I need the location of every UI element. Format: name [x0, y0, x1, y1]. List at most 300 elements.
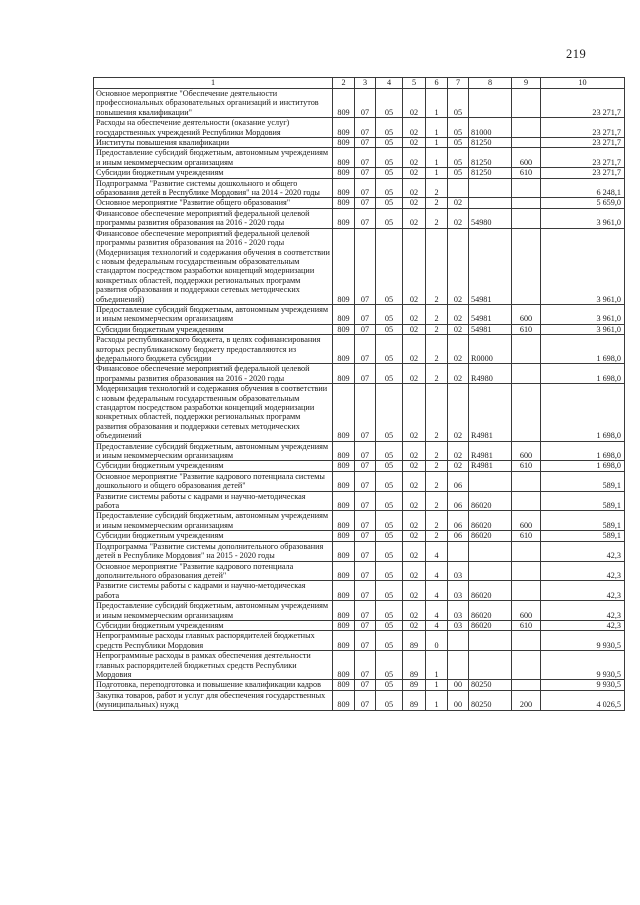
row-amount: 9 930,5: [541, 631, 625, 651]
code-expense-type: [512, 631, 541, 651]
code-expense-type: [512, 335, 541, 364]
code-subsection: 05: [376, 178, 403, 198]
code-section: 07: [355, 631, 376, 651]
code-ministry: 809: [333, 601, 355, 621]
code-expense-type: 200: [512, 690, 541, 710]
code-event: [448, 178, 469, 198]
code-direction: [469, 561, 512, 581]
code-program: 02: [403, 581, 426, 601]
code-program: 89: [403, 690, 426, 710]
row-name: Институты повышения квалификации: [94, 138, 333, 148]
table-row: [94, 601, 625, 621]
code-event: 05: [448, 148, 469, 168]
row-name: Предоставление субсидий бюджетным, автономным учреждениям и иным некоммерческим организациям: [94, 511, 333, 531]
row-name: Развитие системы работы с кадрами и научно-методическая работа: [94, 491, 333, 511]
code-expense-type: [512, 118, 541, 138]
code-direction: 86020: [469, 531, 512, 541]
code-direction: 80250: [469, 680, 512, 690]
code-section: 07: [355, 620, 376, 630]
code-program: 02: [403, 471, 426, 491]
row-amount: 1 698,0: [541, 364, 625, 384]
table-header-row: [94, 78, 625, 89]
code-direction: 54981: [469, 228, 512, 304]
code-subsection: 05: [376, 620, 403, 630]
column-header-2: 2: [333, 78, 355, 89]
table-row: [94, 384, 625, 441]
code-subprogram: 4: [426, 620, 448, 630]
code-program: 02: [403, 118, 426, 138]
code-direction: [469, 178, 512, 198]
row-amount: 5 659,0: [541, 198, 625, 208]
table-row: [94, 561, 625, 581]
code-event: 02: [448, 304, 469, 324]
code-subsection: 05: [376, 441, 403, 461]
code-subprogram: 2: [426, 228, 448, 304]
code-section: 07: [355, 198, 376, 208]
code-event: 03: [448, 620, 469, 630]
code-direction: 54980: [469, 208, 512, 228]
code-expense-type: [512, 198, 541, 208]
code-expense-type: 600: [512, 148, 541, 168]
code-program: 02: [403, 324, 426, 334]
code-ministry: 809: [333, 208, 355, 228]
code-section: 07: [355, 461, 376, 471]
code-event: 05: [448, 138, 469, 148]
code-expense-type: 610: [512, 461, 541, 471]
code-section: 07: [355, 324, 376, 334]
code-event: 02: [448, 384, 469, 441]
code-section: 07: [355, 138, 376, 148]
table-row: [94, 651, 625, 680]
code-program: 02: [403, 198, 426, 208]
row-name: Непрограммные расходы в рамках обеспечения деятельности главных распорядителей бюджетных средств Республики Мордовия: [94, 651, 333, 680]
code-ministry: 809: [333, 651, 355, 680]
code-event: 03: [448, 561, 469, 581]
code-program: 02: [403, 531, 426, 541]
code-subprogram: 4: [426, 581, 448, 601]
code-ministry: 809: [333, 178, 355, 198]
code-program: 02: [403, 561, 426, 581]
code-event: 02: [448, 228, 469, 304]
code-event: 00: [448, 680, 469, 690]
code-expense-type: [512, 651, 541, 680]
table-row: [94, 631, 625, 651]
code-event: 02: [448, 198, 469, 208]
table-row: [94, 208, 625, 228]
code-section: 07: [355, 441, 376, 461]
table-row: [94, 118, 625, 138]
row-name: Модернизация технологий и содержания обучения в соответствии с новым федеральным государственным образовательным стандартом посредством разработки концепций модернизации конкретных областей, поддержки региональных программ развития образования и поддержки сетевых методических объединений: [94, 384, 333, 441]
code-section: 07: [355, 471, 376, 491]
code-ministry: 809: [333, 138, 355, 148]
code-section: 07: [355, 89, 376, 118]
code-direction: 80250: [469, 690, 512, 710]
code-subprogram: 1: [426, 89, 448, 118]
row-amount: 23 271,7: [541, 148, 625, 168]
code-section: 07: [355, 680, 376, 690]
code-subsection: 05: [376, 601, 403, 621]
code-subsection: 05: [376, 511, 403, 531]
row-amount: 23 271,7: [541, 138, 625, 148]
row-name: Основное мероприятие "Развитие общего образования": [94, 198, 333, 208]
code-subsection: 05: [376, 198, 403, 208]
table-row: [94, 198, 625, 208]
row-name: Подготовка, переподготовка и повышение квалификации кадров: [94, 680, 333, 690]
row-amount: 3 961,0: [541, 228, 625, 304]
row-name: Закупка товаров, работ и услуг для обеспечения государственных (муниципальных) нужд: [94, 690, 333, 710]
code-section: 07: [355, 148, 376, 168]
code-program: 89: [403, 631, 426, 651]
table-row: [94, 620, 625, 630]
code-expense-type: 610: [512, 168, 541, 178]
row-name: Предоставление субсидий бюджетным, автономным учреждениям и иным некоммерческим организациям: [94, 601, 333, 621]
code-program: 02: [403, 304, 426, 324]
code-expense-type: [512, 541, 541, 561]
code-direction: R4981: [469, 384, 512, 441]
row-amount: 1 698,0: [541, 461, 625, 471]
column-header-8: 8: [469, 78, 512, 89]
code-direction: R4981: [469, 441, 512, 461]
code-direction: [469, 631, 512, 651]
code-program: 02: [403, 511, 426, 531]
code-subsection: 05: [376, 561, 403, 581]
code-subprogram: 2: [426, 208, 448, 228]
code-program: 02: [403, 441, 426, 461]
row-amount: 6 248,1: [541, 178, 625, 198]
code-section: 07: [355, 335, 376, 364]
row-amount: 42,3: [541, 620, 625, 630]
code-direction: R0000: [469, 335, 512, 364]
code-ministry: 809: [333, 631, 355, 651]
column-header-10: 10: [541, 78, 625, 89]
code-ministry: 809: [333, 198, 355, 208]
table-row: [94, 680, 625, 690]
code-subprogram: 2: [426, 304, 448, 324]
code-section: 07: [355, 541, 376, 561]
code-direction: 86020: [469, 511, 512, 531]
row-amount: 589,1: [541, 471, 625, 491]
code-ministry: 809: [333, 168, 355, 178]
code-ministry: 809: [333, 561, 355, 581]
code-subsection: 05: [376, 384, 403, 441]
table-row: [94, 324, 625, 334]
code-program: 02: [403, 461, 426, 471]
row-name: Субсидии бюджетным учреждениям: [94, 168, 333, 178]
row-amount: 23 271,7: [541, 89, 625, 118]
row-name: Субсидии бюджетным учреждениям: [94, 620, 333, 630]
row-amount: 589,1: [541, 531, 625, 541]
code-expense-type: [512, 384, 541, 441]
page-number: 219: [566, 47, 587, 61]
row-name: Основное мероприятие "Развитие кадрового потенциала системы дошкольного и общего образования детей": [94, 471, 333, 491]
code-expense-type: 600: [512, 304, 541, 324]
table-row: [94, 148, 625, 168]
code-expense-type: [512, 178, 541, 198]
row-name: Подпрограмма "Развитие системы дошкольного и общего образования детей в Республике Мордовия" на 2014 - 2020 годы: [94, 178, 333, 198]
table-row: [94, 364, 625, 384]
code-subprogram: 1: [426, 118, 448, 138]
code-direction: 86020: [469, 491, 512, 511]
code-ministry: 809: [333, 680, 355, 690]
code-program: 02: [403, 208, 426, 228]
code-expense-type: [512, 581, 541, 601]
code-event: 02: [448, 441, 469, 461]
row-name: Непрограммные расходы главных распорядителей бюджетных средств Республики Мордовия: [94, 631, 333, 651]
code-ministry: 809: [333, 118, 355, 138]
code-section: 07: [355, 384, 376, 441]
code-expense-type: 600: [512, 441, 541, 461]
code-subsection: 05: [376, 461, 403, 471]
table-row: [94, 304, 625, 324]
code-event: 05: [448, 89, 469, 118]
code-ministry: 809: [333, 690, 355, 710]
code-direction: 81250: [469, 148, 512, 168]
table-row: [94, 541, 625, 561]
row-name: Субсидии бюджетным учреждениям: [94, 461, 333, 471]
code-section: 07: [355, 690, 376, 710]
code-ministry: 809: [333, 461, 355, 471]
code-expense-type: 610: [512, 620, 541, 630]
row-amount: 9 930,5: [541, 680, 625, 690]
code-event: 06: [448, 471, 469, 491]
code-subsection: 05: [376, 364, 403, 384]
code-direction: 81250: [469, 138, 512, 148]
column-header-9: 9: [512, 78, 541, 89]
row-amount: 3 961,0: [541, 304, 625, 324]
code-program: 02: [403, 168, 426, 178]
row-amount: 589,1: [541, 511, 625, 531]
code-program: 02: [403, 364, 426, 384]
code-section: 07: [355, 208, 376, 228]
code-ministry: 809: [333, 441, 355, 461]
code-subsection: 05: [376, 335, 403, 364]
code-ministry: 809: [333, 228, 355, 304]
row-amount: 589,1: [541, 491, 625, 511]
code-event: 02: [448, 208, 469, 228]
code-subprogram: 2: [426, 471, 448, 491]
table-row: [94, 168, 625, 178]
row-amount: 3 961,0: [541, 324, 625, 334]
row-name: Финансовое обеспечение мероприятий федеральной целевой программы развития образования на 2016 - 2020 годы (Модернизация технологий и содержания обучения в соответствии с новым федеральным государственным образовательным стандартом посредством разработки концепций модернизации конкретных областей, поддержки региональных программ развития образования и поддержки сетевых методических объединений): [94, 228, 333, 304]
row-amount: 4 026,5: [541, 690, 625, 710]
code-direction: R4980: [469, 364, 512, 384]
code-program: 02: [403, 601, 426, 621]
code-event: [448, 651, 469, 680]
code-section: 07: [355, 491, 376, 511]
row-name: Расходы на обеспечение деятельности (оказание услуг) государственных учреждений Республики Мордовия: [94, 118, 333, 138]
code-direction: R4981: [469, 461, 512, 471]
table-row: [94, 138, 625, 148]
code-expense-type: 610: [512, 324, 541, 334]
code-subprogram: 1: [426, 168, 448, 178]
column-header-6: 6: [426, 78, 448, 89]
code-expense-type: 600: [512, 601, 541, 621]
code-subsection: 05: [376, 491, 403, 511]
code-subsection: 05: [376, 89, 403, 118]
code-subprogram: 0: [426, 631, 448, 651]
code-ministry: 809: [333, 581, 355, 601]
code-section: 07: [355, 178, 376, 198]
code-ministry: 809: [333, 335, 355, 364]
table-body: [94, 89, 625, 711]
column-header-4: 4: [376, 78, 403, 89]
code-section: 07: [355, 511, 376, 531]
code-subsection: 05: [376, 228, 403, 304]
table-row: [94, 441, 625, 461]
code-event: 02: [448, 461, 469, 471]
code-subprogram: 1: [426, 148, 448, 168]
row-name: Финансовое обеспечение мероприятий федеральной целевой программы развития образования на 2016 - 2020 годы: [94, 364, 333, 384]
code-subprogram: 2: [426, 511, 448, 531]
code-section: 07: [355, 168, 376, 178]
code-ministry: 809: [333, 148, 355, 168]
code-direction: [469, 471, 512, 491]
row-amount: 1 698,0: [541, 335, 625, 364]
code-expense-type: [512, 561, 541, 581]
row-amount: 23 271,7: [541, 168, 625, 178]
code-event: 05: [448, 168, 469, 178]
code-direction: [469, 651, 512, 680]
code-direction: 81000: [469, 118, 512, 138]
code-event: 06: [448, 511, 469, 531]
code-program: 02: [403, 148, 426, 168]
code-ministry: 809: [333, 541, 355, 561]
code-event: 03: [448, 601, 469, 621]
row-amount: 3 961,0: [541, 208, 625, 228]
code-subsection: 05: [376, 690, 403, 710]
code-subprogram: 2: [426, 461, 448, 471]
table-row: [94, 531, 625, 541]
code-event: 06: [448, 531, 469, 541]
code-subprogram: 2: [426, 178, 448, 198]
code-program: 89: [403, 651, 426, 680]
code-event: 02: [448, 364, 469, 384]
code-direction: 86020: [469, 620, 512, 630]
code-subprogram: 2: [426, 364, 448, 384]
code-direction: [469, 541, 512, 561]
code-program: 02: [403, 491, 426, 511]
table-row: [94, 511, 625, 531]
table-row: [94, 228, 625, 304]
code-subsection: 05: [376, 138, 403, 148]
code-ministry: 809: [333, 384, 355, 441]
code-expense-type: [512, 228, 541, 304]
code-subsection: 05: [376, 631, 403, 651]
code-subsection: 05: [376, 148, 403, 168]
code-expense-type: [512, 208, 541, 228]
code-event: 06: [448, 491, 469, 511]
code-event: [448, 631, 469, 651]
code-direction: 86020: [469, 601, 512, 621]
code-expense-type: 600: [512, 511, 541, 531]
code-event: [448, 541, 469, 561]
code-direction: [469, 89, 512, 118]
row-name: Основное мероприятие "Обеспечение деятельности профессиональных образовательных организаций и институтов повышения квалификации": [94, 89, 333, 118]
column-header-5: 5: [403, 78, 426, 89]
column-header-7: 7: [448, 78, 469, 89]
code-subprogram: 2: [426, 198, 448, 208]
code-expense-type: [512, 471, 541, 491]
row-name: Подпрограмма "Развитие системы дополнительного образования детей в Республике Мордовия" на 2015 - 2020 годы: [94, 541, 333, 561]
code-subprogram: 2: [426, 384, 448, 441]
code-subsection: 05: [376, 324, 403, 334]
code-section: 07: [355, 601, 376, 621]
code-subprogram: 4: [426, 561, 448, 581]
table-row: [94, 491, 625, 511]
code-subsection: 05: [376, 168, 403, 178]
code-program: 02: [403, 384, 426, 441]
code-program: 02: [403, 178, 426, 198]
code-subprogram: 1: [426, 138, 448, 148]
code-section: 07: [355, 304, 376, 324]
code-subsection: 05: [376, 541, 403, 561]
code-direction: 81250: [469, 168, 512, 178]
code-section: 07: [355, 581, 376, 601]
code-ministry: 809: [333, 511, 355, 531]
row-amount: 42,3: [541, 581, 625, 601]
column-header-1: 1: [94, 78, 333, 89]
row-name: Субсидии бюджетным учреждениям: [94, 531, 333, 541]
row-amount: 42,3: [541, 601, 625, 621]
code-expense-type: [512, 491, 541, 511]
code-program: 02: [403, 335, 426, 364]
code-subsection: 05: [376, 680, 403, 690]
row-name: Расходы республиканского бюджета, в целях софинансирования которых республиканскому бюджету предоставляются из федерального бюджета субсидии: [94, 335, 333, 364]
row-amount: 42,3: [541, 561, 625, 581]
code-subprogram: 2: [426, 531, 448, 541]
code-subprogram: 4: [426, 601, 448, 621]
code-expense-type: [512, 680, 541, 690]
code-subprogram: 1: [426, 651, 448, 680]
code-section: 07: [355, 118, 376, 138]
code-direction: 54981: [469, 324, 512, 334]
code-event: 05: [448, 118, 469, 138]
code-subsection: 05: [376, 531, 403, 541]
row-name: Предоставление субсидий бюджетным, автономным учреждениям и иным некоммерческим организациям: [94, 148, 333, 168]
code-subprogram: 2: [426, 441, 448, 461]
code-event: 02: [448, 324, 469, 334]
table-row: [94, 178, 625, 198]
table-row: [94, 471, 625, 491]
code-ministry: 809: [333, 620, 355, 630]
table-row: [94, 89, 625, 118]
row-name: Субсидии бюджетным учреждениям: [94, 324, 333, 334]
column-header-3: 3: [355, 78, 376, 89]
code-subsection: 05: [376, 304, 403, 324]
row-name: Предоставление субсидий бюджетным, автономным учреждениям и иным некоммерческим организациям: [94, 441, 333, 461]
code-section: 07: [355, 228, 376, 304]
code-ministry: 809: [333, 89, 355, 118]
code-section: 07: [355, 364, 376, 384]
code-subsection: 05: [376, 651, 403, 680]
code-direction: 86020: [469, 581, 512, 601]
table-row: [94, 581, 625, 601]
code-subsection: 05: [376, 118, 403, 138]
code-expense-type: 610: [512, 531, 541, 541]
code-program: 02: [403, 228, 426, 304]
budget-table: [93, 77, 625, 711]
code-program: 02: [403, 541, 426, 561]
row-amount: 1 698,0: [541, 384, 625, 441]
code-ministry: 809: [333, 324, 355, 334]
code-section: 07: [355, 531, 376, 541]
code-program: 02: [403, 138, 426, 148]
code-section: 07: [355, 651, 376, 680]
table-row: [94, 461, 625, 471]
row-name: Основное мероприятие "Развитие кадрового потенциала дополнительного образования детей": [94, 561, 333, 581]
code-event: 00: [448, 690, 469, 710]
code-subprogram: 1: [426, 680, 448, 690]
